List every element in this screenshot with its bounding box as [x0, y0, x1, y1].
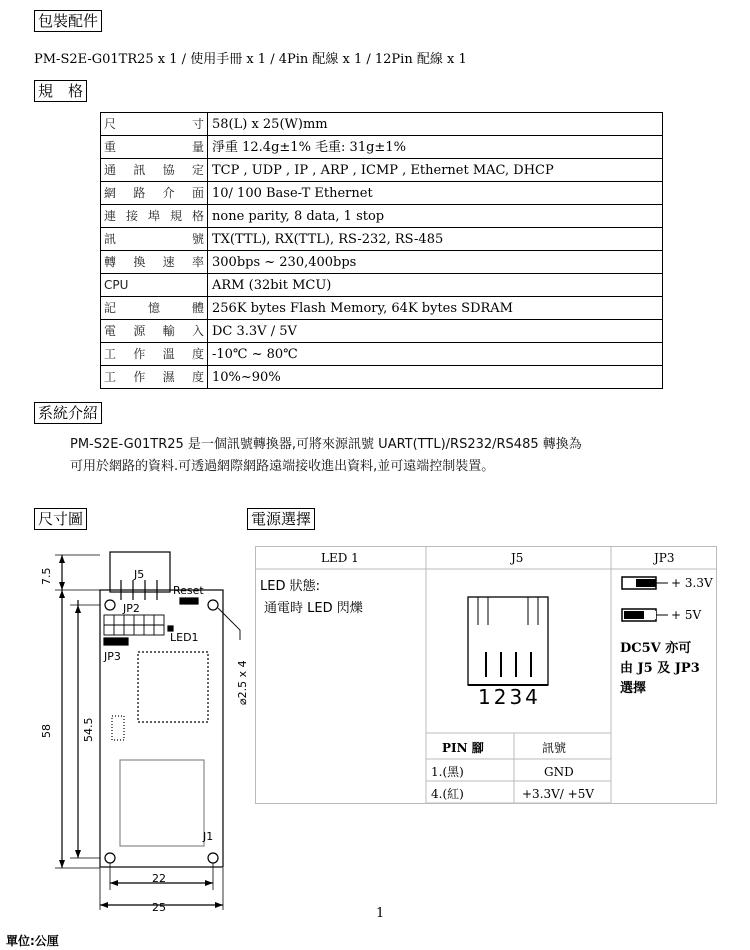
section-title-intro: 系統介紹 [34, 402, 102, 424]
jp3-note-line: 由 J5 及 JP3 [620, 661, 700, 676]
jp3-option-5v: + 5V [671, 608, 702, 622]
label-dim-58: 58 [40, 724, 53, 738]
section-title-spec: 規 格 [34, 80, 87, 102]
page-number: 1 [376, 906, 385, 921]
label-jp3: JP3 [104, 650, 121, 663]
col-header-jp3: JP3 [654, 551, 675, 565]
label-reset: Reset [173, 584, 204, 597]
led-status-label: LED 狀態: [260, 579, 320, 594]
rj45-jack [120, 760, 204, 846]
pin-4: 4.(紅) [431, 787, 464, 801]
pin-header: PIN 腳 [442, 741, 484, 755]
spec-key: 電源輸入 [101, 320, 208, 343]
led-status-desc: 通電時 LED 閃爍 [264, 601, 363, 616]
intro-line: 可用於網路的資料.可透過網際網路遠端接收進出資料,並可遠端控制裝置。 [70, 459, 495, 474]
spec-key: 記憶體 [101, 297, 208, 320]
signal-header: 訊號 [542, 741, 567, 755]
jp3-note-line: 選擇 [620, 681, 647, 696]
label-dim-25: 25 [152, 901, 166, 914]
spec-value: 256K bytes Flash Memory, 64K bytes SDRAM [208, 297, 663, 320]
spec-key: 工作濕度 [101, 366, 208, 389]
section-title-power: 電源選擇 [247, 508, 315, 530]
mount-hole [208, 600, 218, 610]
spec-value: DC 3.3V / 5V [208, 320, 663, 343]
pin-1: 1.(黑) [431, 765, 464, 779]
connector-pin-numbers: 1234 [478, 685, 541, 709]
reset-button-mark [180, 598, 198, 604]
label-j5: J5 [134, 568, 145, 581]
spec-value: TX(TTL), RX(TTL), RS-232, RS-485 [208, 228, 663, 251]
spec-value: TCP , UDP , IP , ARP , ICMP , Ethernet MAC, DHCP [208, 159, 663, 182]
intro-line: PM-S2E-G01TR25 是一個訊號轉換器,可將來源訊號 UART(TTL)/RS232/RS485 轉換為 [70, 437, 582, 452]
spec-key: 重量 [101, 136, 208, 159]
j5-connector-drawing [468, 597, 548, 685]
spec-key: 訊號 [101, 228, 208, 251]
spec-value: 淨重 12.4g±1% 毛重: 31g±1% [208, 136, 663, 159]
spec-key: 網路介面 [101, 182, 208, 205]
jp3-note-line: DC5V 亦可 [620, 641, 692, 656]
jp3-option-3v3: + 3.3V [671, 576, 713, 590]
unit-label: 單位:公厘 [6, 934, 59, 948]
component-mark [112, 716, 124, 740]
power-table [255, 546, 717, 804]
spec-value: 300bps ~ 230,400bps [208, 251, 663, 274]
label-hole: ⌀2.5 x 4 [236, 660, 249, 705]
section-title-packing: 包裝配件 [34, 10, 102, 32]
label-led1: LED1 [170, 631, 199, 644]
mcu-chip [138, 652, 208, 722]
spec-key: 尺寸 [101, 113, 208, 136]
spec-value: 10/ 100 Base-T Ethernet [208, 182, 663, 205]
spec-value: ARM (32bit MCU) [208, 274, 663, 297]
jp3-jumper-mark [104, 638, 128, 645]
signal-4: +3.3V/ +5V [522, 787, 595, 801]
spec-key: 工作溫度 [101, 343, 208, 366]
label-jp2: JP2 [123, 602, 140, 615]
spec-key: CPU [101, 274, 208, 297]
label-dim-54-5: 54.5 [82, 717, 95, 742]
col-header-j5: J5 [511, 551, 524, 565]
spec-key: 連接埠規格 [101, 205, 208, 228]
col-header-led: LED 1 [321, 551, 359, 565]
mount-hole [105, 600, 115, 610]
spec-key: 轉換速率 [101, 251, 208, 274]
jp3-note [620, 639, 700, 699]
spec-value: 58(L) x 25(W)mm [208, 113, 663, 136]
label-j1: J1 [203, 830, 214, 843]
mount-hole [105, 853, 115, 863]
spec-key: 通訊協定 [101, 159, 208, 182]
mount-hole [208, 853, 218, 863]
packing-line: PM-S2E-G01TR25 x 1 / 使用手冊 x 1 / 4Pin 配線 x 1 / 12Pin 配線 x 1 [34, 52, 467, 67]
label-dim-22: 22 [152, 872, 166, 885]
section-title-dimension: 尺寸圖 [34, 508, 87, 530]
spec-value: none parity, 8 data, 1 stop [208, 205, 663, 228]
spec-value: 10%~90% [208, 366, 663, 389]
spec-value: -10℃ ~ 80℃ [208, 343, 663, 366]
signal-1: GND [544, 765, 574, 779]
label-dim-7-5: 7.5 [40, 567, 53, 585]
